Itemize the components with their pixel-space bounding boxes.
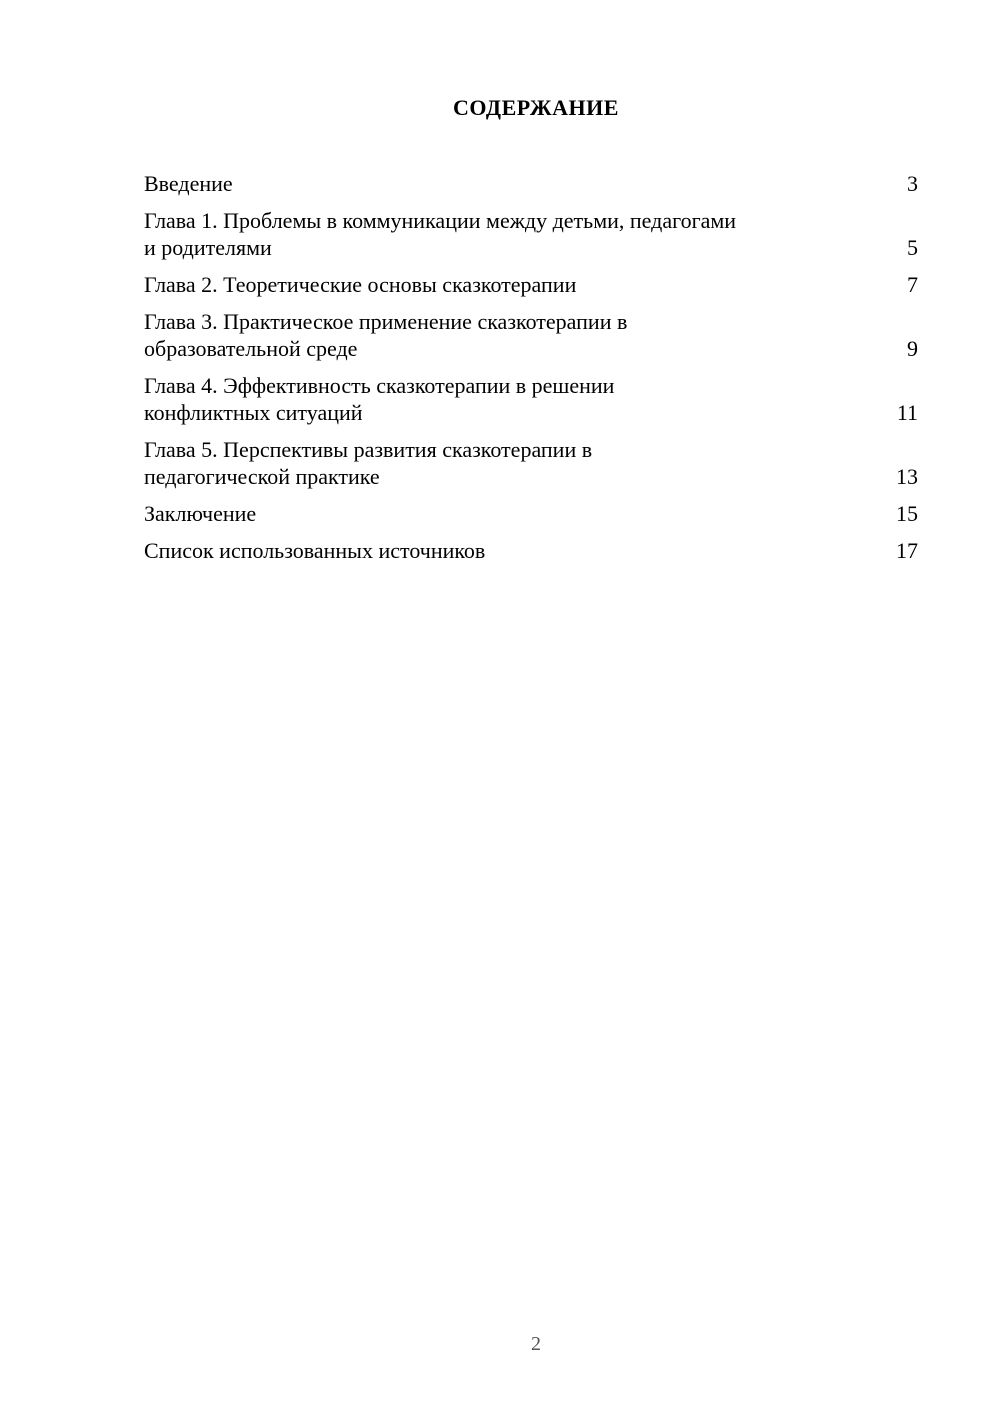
toc-entry-label bbox=[144, 537, 485, 564]
toc-entry-label bbox=[144, 271, 576, 298]
toc-entry-label-line: Список использованных источников bbox=[144, 538, 486, 563]
toc-title: СОДЕРЖАНИЕ bbox=[453, 95, 619, 120]
toc-entry-page-number: 11 bbox=[896, 400, 918, 425]
toc-entry-page-number: 17 bbox=[896, 538, 918, 563]
toc-entry-chapter-5[interactable] bbox=[144, 436, 918, 490]
toc-list bbox=[144, 170, 918, 574]
toc-entry-label bbox=[144, 500, 256, 527]
toc-entry-label bbox=[144, 436, 592, 490]
toc-entry-label-line: Глава 3. Практическое применение сказкотерапии в bbox=[144, 309, 628, 334]
toc-entry-label-line: конфликтных ситуаций bbox=[144, 400, 363, 425]
toc-entry-chapter-3[interactable] bbox=[144, 308, 918, 362]
toc-entry-page-number: 5 bbox=[907, 235, 918, 260]
toc-entry-label bbox=[144, 308, 627, 362]
toc-entry-chapter-2[interactable] bbox=[144, 271, 918, 298]
toc-entry-label bbox=[144, 207, 736, 261]
toc-entry-page-number: 15 bbox=[896, 501, 918, 526]
page-number: 2 bbox=[531, 1333, 541, 1355]
toc-entry-label-line: Глава 1. Проблемы в коммуникации между детьми, педагогами bbox=[144, 208, 737, 233]
toc-entry-references[interactable] bbox=[144, 537, 918, 564]
toc-entry-page-number: 13 bbox=[896, 464, 918, 489]
toc-entry-chapter-4[interactable] bbox=[144, 372, 918, 426]
toc-entry-label-line: педагогической практике bbox=[144, 464, 380, 489]
toc-entry-label-line: и родителями bbox=[144, 235, 272, 260]
toc-entry-label-line: Глава 4. Эффективность сказкотерапии в решении bbox=[144, 373, 615, 398]
toc-entry-chapter-1[interactable] bbox=[144, 207, 918, 261]
toc-entry-label bbox=[144, 170, 233, 197]
toc-entry-conclusion[interactable] bbox=[144, 500, 918, 527]
toc-entry-label-line: Глава 2. Теоретические основы сказкотерапии bbox=[144, 272, 577, 297]
toc-entry-introduction[interactable] bbox=[144, 170, 918, 197]
toc-entry-page-number: 7 bbox=[907, 272, 918, 297]
toc-entry-label-line: Введение bbox=[144, 171, 233, 196]
toc-entry-label bbox=[144, 372, 614, 426]
toc-entry-page-number: 3 bbox=[907, 171, 918, 196]
toc-entry-label-line: Заключение bbox=[144, 501, 257, 526]
toc-entry-page-number: 9 bbox=[907, 336, 918, 361]
toc-entry-label-line: образовательной среде bbox=[144, 336, 358, 361]
toc-entry-label-line: Глава 5. Перспективы развития сказкотерапии в bbox=[144, 437, 593, 462]
